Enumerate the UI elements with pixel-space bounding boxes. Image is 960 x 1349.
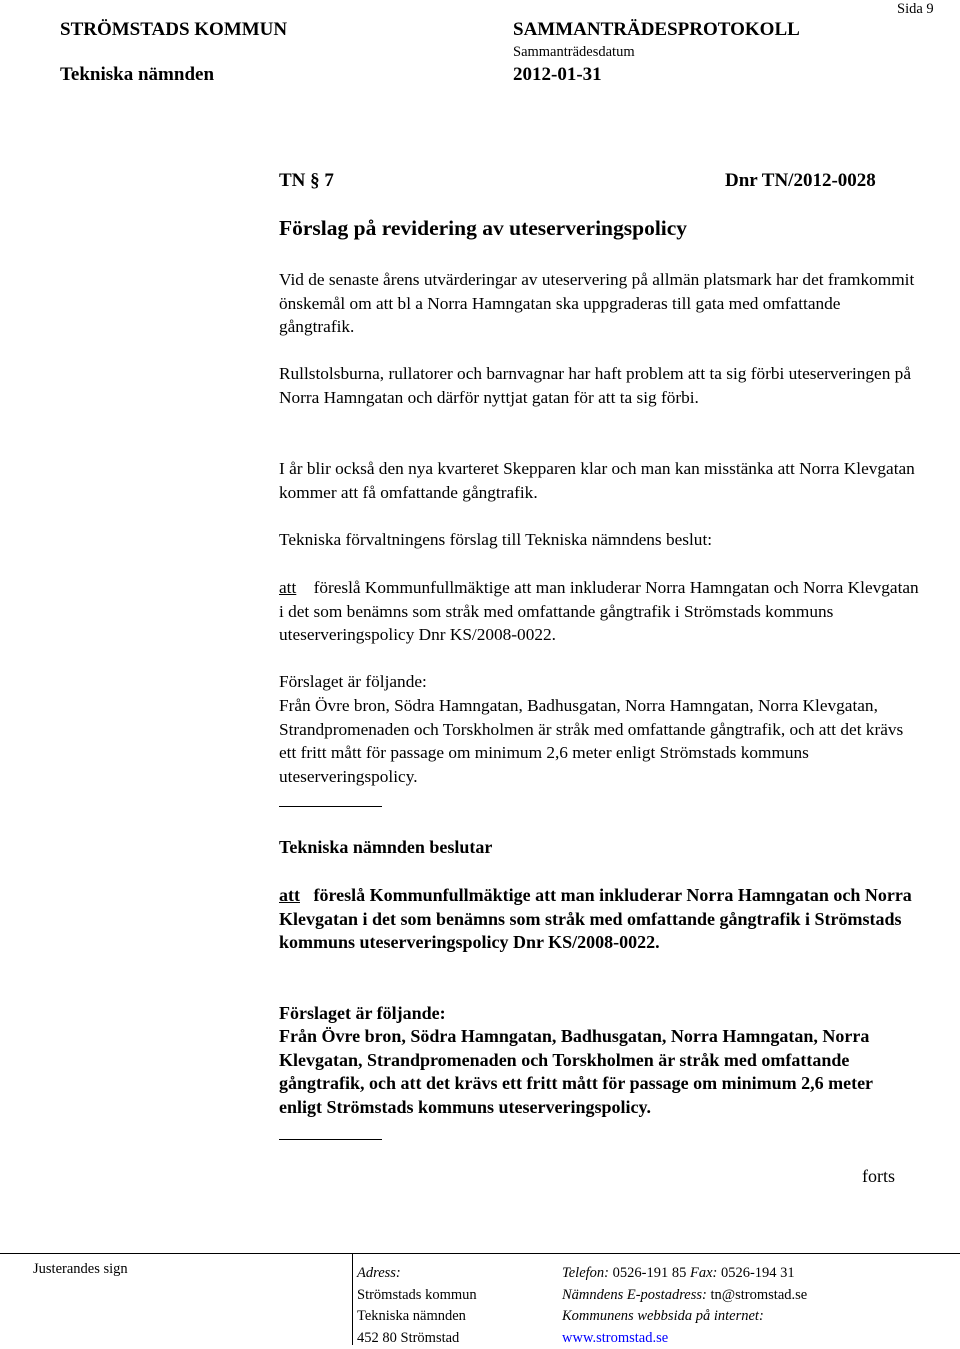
phone-fax-line (562, 1263, 807, 1285)
footer-contact (562, 1263, 807, 1349)
decision-following-text: Från Övre bron, Södra Hamngatan, Badhusgatan, Norra Hamngatan, Norra Klevgatan, Strandpromenaden och Torskholmen är stråk med omfattande gångtrafik, och att det krävs ett fritt mått för passage om minimum 2,6 meter enligt Strömstads kommuns uteserveringspolicy. (279, 1025, 919, 1119)
committee-name: Tekniska nämnden (60, 64, 214, 86)
proposal-paragraph (279, 576, 919, 647)
paragraph-2: Rullstolsburna, rullatorer och barnvagnar har haft problem att ta sig förbi uteserveringen på Norra Hamngatan och därför nyttjat gatan för att ta sig förbi. (279, 362, 919, 409)
case-number: TN § 7 (279, 170, 334, 192)
page-number: Sida 9 (897, 1, 934, 18)
address-line-1: Strömstads kommun (357, 1285, 477, 1307)
email-label: Nämndens E-postadress: (562, 1287, 707, 1303)
email-line (562, 1285, 807, 1307)
case-dnr: Dnr TN/2012-0028 (725, 170, 876, 192)
paragraph-3: I år blir också den nya kvarteret Skepparen klar och man kan misstänka att Norra Klevgatan kommer att få omfattande gångtrafik. (279, 457, 919, 504)
continued-note: forts (862, 1166, 895, 1187)
footer-divider (352, 1254, 353, 1345)
att-word: att (279, 885, 300, 905)
decision-following-label: Förslaget är följande: (279, 1002, 919, 1026)
separator-line (279, 806, 382, 807)
case-title: Förslag på revidering av uteserveringspolicy (279, 216, 687, 241)
proposal-text: föreslå Kommunfullmäktige att man inkluderar Norra Hamngatan och Norra Klevgatan i det som benämns som stråk med omfattande gångtrafik i Strömstads kommuns uteserveringspolicy Dnr KS/2008-0022. (279, 578, 919, 644)
proposal-heading: Tekniska förvaltningens förslag till Tekniska nämndens beslut: (279, 528, 919, 552)
phone-number: 0526-191 85 (613, 1265, 687, 1281)
website-link[interactable]: www.stromstad.se (562, 1328, 807, 1349)
separator-line (279, 1139, 382, 1140)
decision-text: föreslå Kommunfullmäktige att man inkluderar Norra Hamngatan och Norra Klevgatan i det som benämns som stråk med omfattande gångtrafik i Strömstads kommuns uteserveringspolicy Dnr KS/2008-0022. (279, 885, 912, 952)
address-line-3: 452 80 Strömstad (357, 1328, 477, 1349)
meeting-date-label: Sammanträdesdatum (513, 44, 635, 61)
decision-paragraph (279, 884, 919, 955)
web-label: Kommunens webbsida på internet: (562, 1306, 807, 1328)
footer-address (357, 1263, 477, 1349)
phone-label: Telefon: (562, 1265, 609, 1281)
following-text: Från Övre bron, Södra Hamngatan, Badhusgatan, Norra Hamngatan, Norra Klevgatan, Strandpromenaden och Torskholmen är stråk med omfattande gångtrafik, och att det krävs ett fritt mått för passage om minimum 2,6 meter enligt Strömstads kommuns uteserveringspolicy. (279, 694, 919, 788)
meeting-date: 2012-01-31 (513, 64, 602, 86)
address-line-2: Tekniska nämnden (357, 1306, 477, 1328)
footer-rule (0, 1253, 960, 1254)
address-label: Adress: (357, 1263, 477, 1285)
sign-label: Justerandes sign (33, 1259, 128, 1281)
email-address[interactable]: tn@stromstad.se (710, 1287, 807, 1303)
att-word: att (279, 578, 296, 597)
following-label: Förslaget är följande: (279, 670, 919, 694)
fax-label: Fax: (690, 1265, 717, 1281)
document-type: SAMMANTRÄDESPROTOKOLL (513, 19, 800, 41)
decision-heading: Tekniska nämnden beslutar (279, 836, 919, 860)
org-name: STRÖMSTADS KOMMUN (60, 19, 287, 41)
paragraph-1: Vid de senaste årens utvärderingar av uteservering på allmän platsmark har det framkommit önskemål om att bl a Norra Hamngatan ska uppgraderas till gata med omfattande gångtrafik. (279, 268, 919, 339)
fax-number: 0526-194 31 (721, 1265, 795, 1281)
